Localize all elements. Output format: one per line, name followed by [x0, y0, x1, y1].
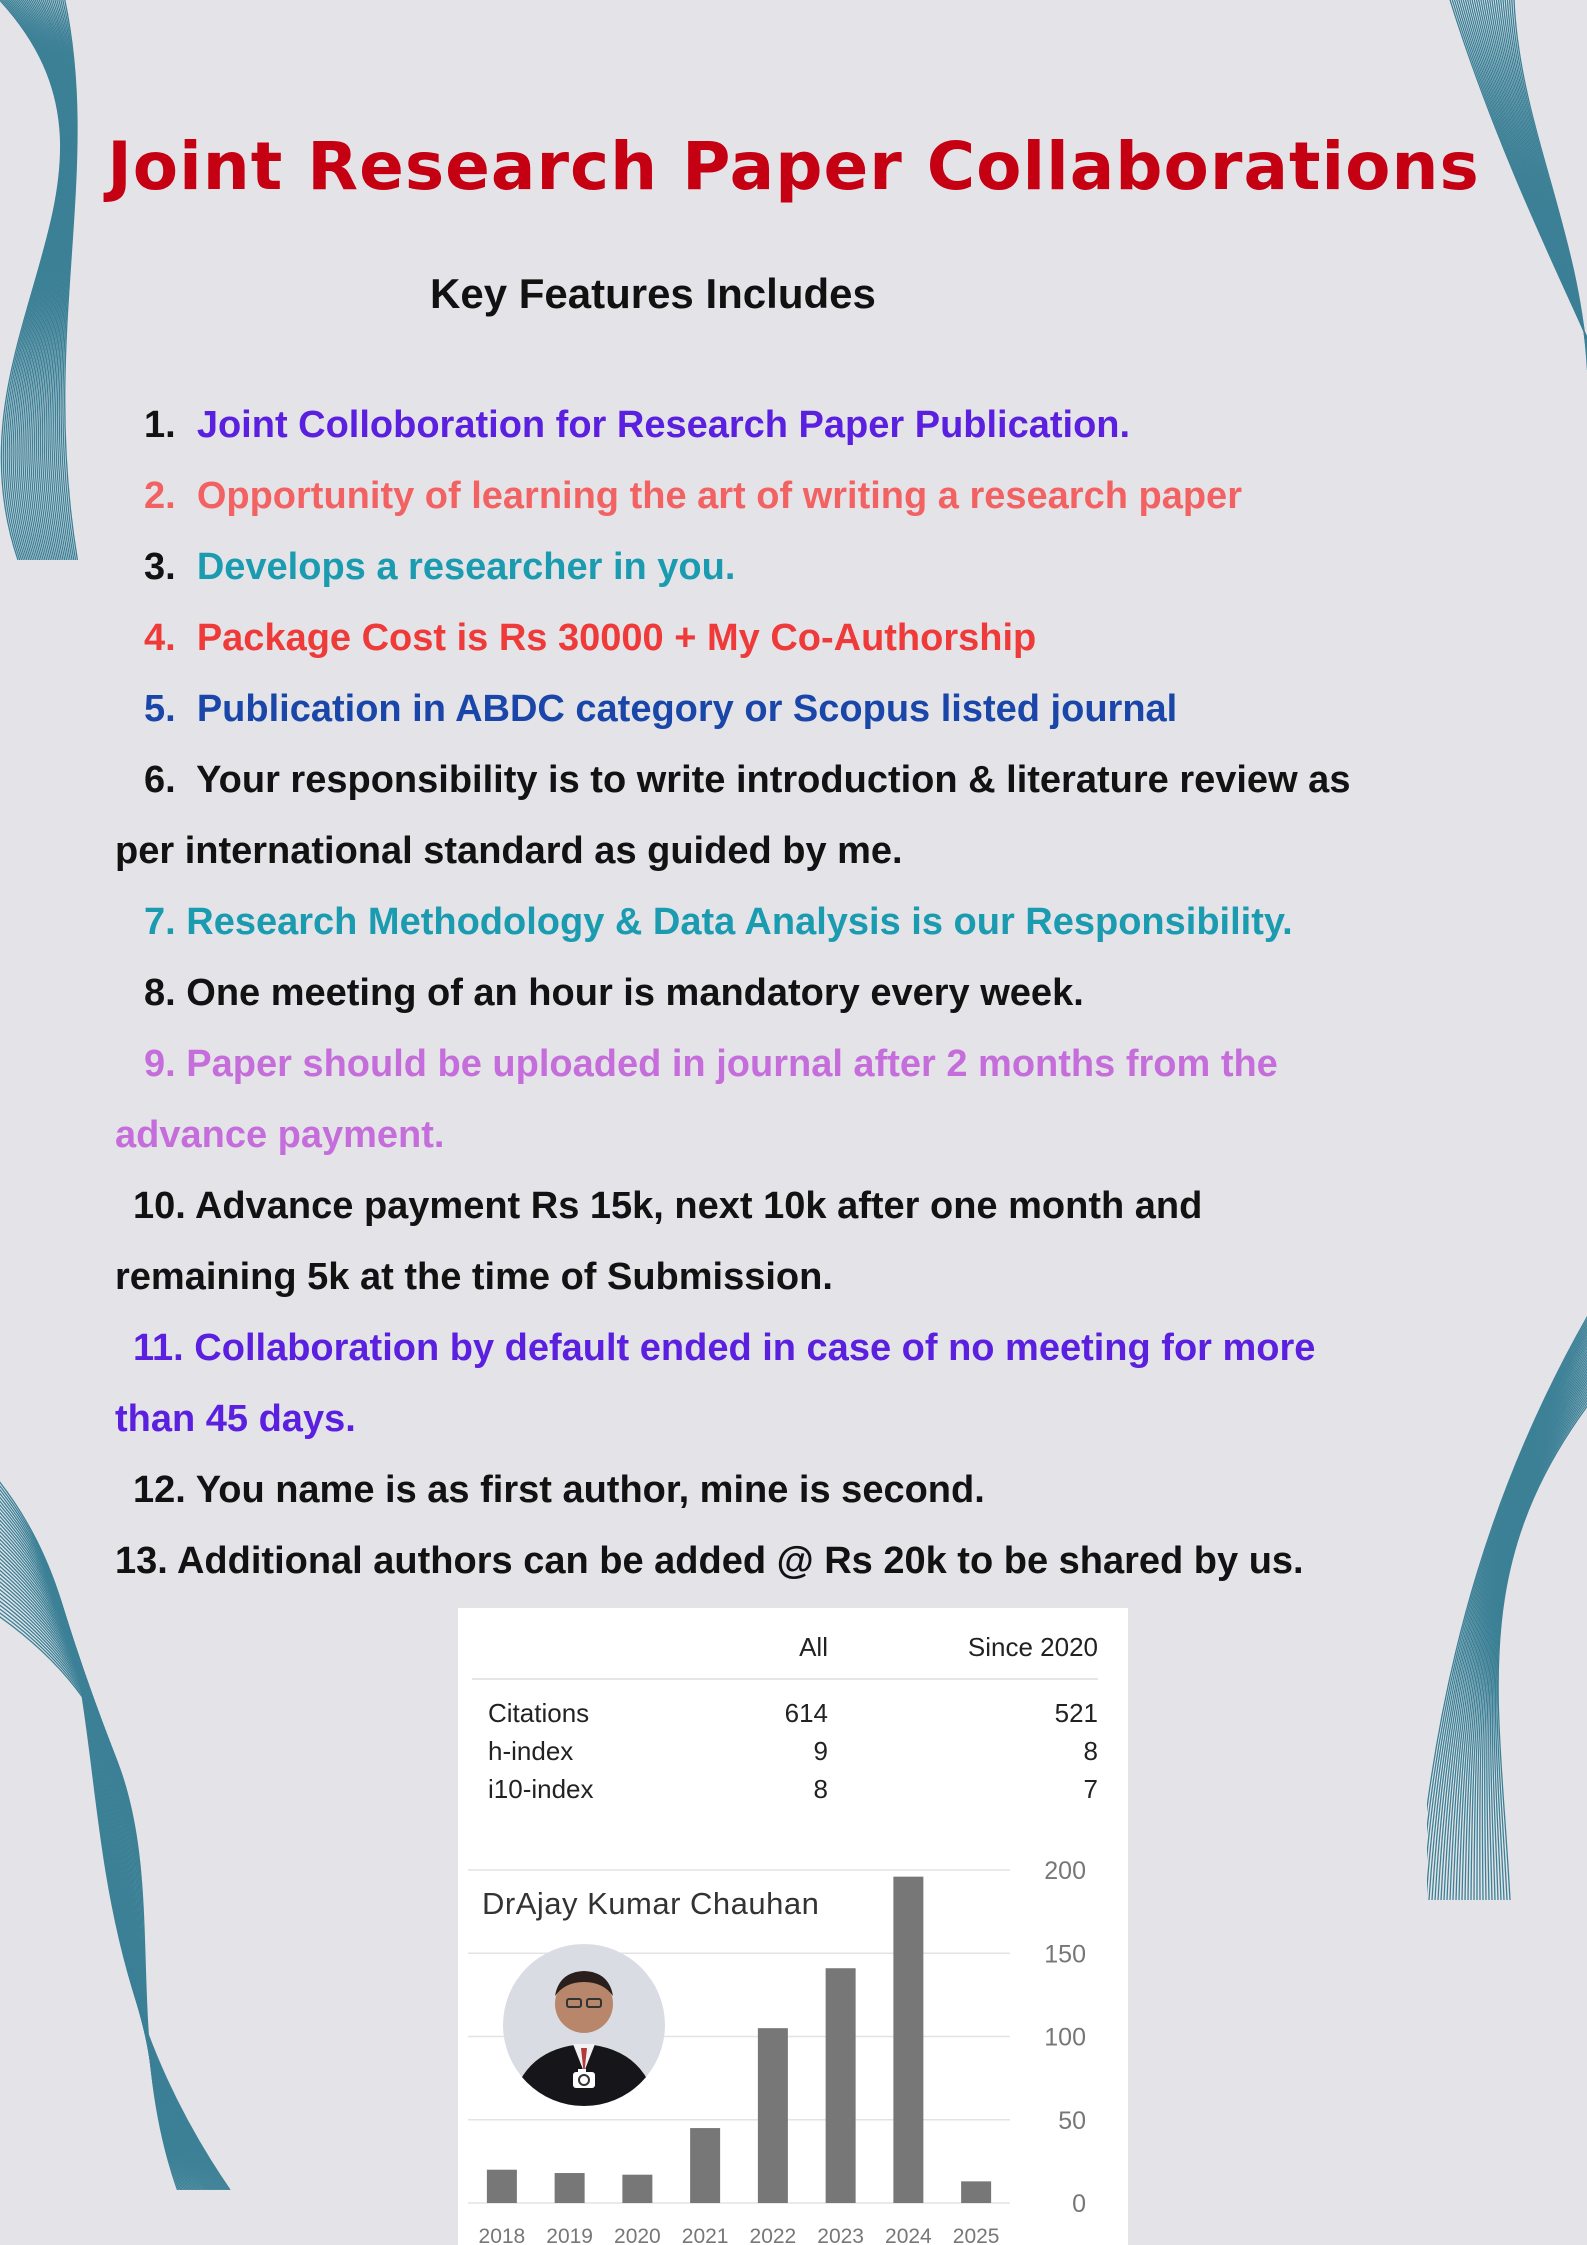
item-text: Opportunity of learning the art of writing a research paper [196, 475, 1242, 517]
table-header: All [678, 1622, 828, 1679]
list-item [115, 887, 1445, 958]
y-tick-label: 50 [1058, 2106, 1086, 2135]
bar [487, 2170, 517, 2203]
x-tick-label: 2018 [478, 2225, 526, 2245]
metric-since: 7 [1083, 1773, 1098, 1804]
metric-all: 8 [813, 1773, 828, 1804]
list-item-continuation: advance payment. [115, 1114, 445, 1156]
list-item [115, 461, 1445, 532]
x-tick-label: 2021 [681, 2225, 729, 2245]
citations-bar-chart [458, 1608, 1128, 2245]
item-text: One meeting of an hour is mandatory every week. [186, 972, 1084, 1014]
bar [690, 2128, 720, 2203]
bar [555, 2173, 585, 2203]
page-subtitle: Key Features Includes [430, 270, 876, 317]
list-item [115, 603, 1445, 674]
metric-label: h-index [488, 1735, 574, 1766]
wave-decoration-bottom-right [1427, 1300, 1587, 1900]
x-tick-label: 2020 [614, 2225, 661, 2245]
list-item-continuation: per international standard as guided by me. [115, 830, 903, 872]
item-number: 8. [144, 972, 176, 1014]
x-tick-label: 2022 [749, 2225, 797, 2245]
item-number: 1. [144, 404, 176, 446]
metric-all: 614 [784, 1697, 828, 1728]
y-tick-label: 150 [1044, 1940, 1086, 1969]
item-number: 11. [133, 1327, 184, 1369]
item-number: 2. [144, 475, 176, 517]
x-tick-label: 2023 [817, 2225, 864, 2245]
item-text: Package Cost is Rs 30000 + My Co-Authorship [196, 617, 1037, 659]
item-number: 9. [144, 1043, 176, 1085]
bar [893, 1877, 923, 2203]
metric-all: 9 [813, 1735, 828, 1766]
list-item [115, 1313, 1445, 1384]
list-item-continuation: remaining 5k at the time of Submission. [115, 1256, 833, 1298]
item-number: 10. [133, 1185, 186, 1227]
item-text: Develops a researcher in you. [196, 546, 736, 588]
y-tick-label: 200 [1044, 1857, 1086, 1885]
list-item [115, 674, 1445, 745]
item-text: You name is as first author, mine is second. [195, 1469, 985, 1511]
list-item [115, 958, 1445, 1029]
list-item [115, 1171, 1445, 1242]
item-number: 3. [144, 546, 176, 588]
item-text: Advance payment Rs 15k, next 10k after one month and [194, 1185, 1203, 1227]
item-text: Additional authors can be added @ Rs 20k to be shared by us. [176, 1540, 1304, 1582]
x-tick-label: 2025 [952, 2225, 1000, 2245]
page-title: Joint Research Paper Collaborations [107, 128, 1480, 205]
y-tick-label: 100 [1044, 2023, 1086, 2052]
item-number: 4. [144, 617, 176, 659]
item-number: 7. [144, 901, 176, 943]
table-header: Since 2020 [828, 1622, 1098, 1679]
list-item [115, 745, 1445, 816]
list-item [115, 390, 1445, 461]
item-text: Paper should be uploaded in journal after 2 months from the [186, 1043, 1278, 1085]
item-text: Joint Colloboration for Research Paper Publication. [196, 404, 1131, 446]
x-tick-label: 2019 [546, 2225, 593, 2245]
feature-list [115, 390, 1445, 1597]
item-number: 5. [144, 688, 176, 730]
item-text: Collaboration by default ended in case of no meeting for more [194, 1327, 1316, 1369]
bar [622, 2175, 652, 2203]
list-item [115, 1526, 1445, 1597]
list-item [115, 532, 1445, 603]
bar [961, 2181, 991, 2203]
bar [758, 2028, 788, 2203]
metric-since: 521 [1054, 1697, 1098, 1728]
list-item-continuation: than 45 days. [115, 1398, 356, 1440]
item-number: 13. [115, 1540, 168, 1582]
item-text: Your responsibility is to write introduction & literature review as [196, 759, 1351, 801]
item-number: 6. [144, 759, 176, 801]
item-number: 12. [133, 1469, 186, 1511]
list-item [115, 1455, 1445, 1526]
x-tick-label: 2024 [885, 2225, 932, 2245]
profile-photo [503, 1944, 665, 2106]
scholar-metrics-card [458, 1608, 1128, 2245]
metric-label: i10-index [488, 1773, 594, 1804]
list-item [115, 1029, 1445, 1100]
item-text: Publication in ABDC category or Scopus listed journal [196, 688, 1178, 730]
bar [826, 1968, 856, 2203]
author-name: DrAjay Kumar Chauhan [482, 1886, 820, 1921]
author-avatar [503, 1944, 665, 2106]
metric-label: Citations [488, 1697, 590, 1728]
y-tick-label: 0 [1072, 2190, 1086, 2218]
metric-since: 8 [1083, 1735, 1098, 1766]
item-text: Research Methodology & Data Analysis is our Responsibility. [186, 901, 1293, 943]
